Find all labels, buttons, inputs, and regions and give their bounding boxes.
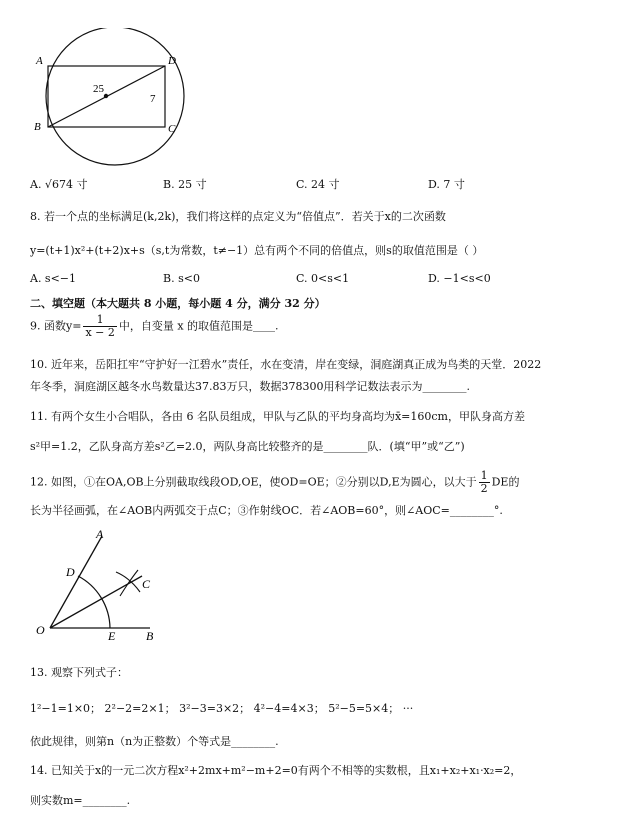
q14-line2: 则实数m=________. [30,794,131,807]
q11-line1: 11. 有两个女生小合唱队，各由 6 名队员组成，甲队与乙队的平均身高均为x̄=160cm，甲队身高方差 [30,410,525,423]
figure-angle-bisector [34,524,184,644]
label-diag: 25 [93,83,104,95]
q12-line1 [30,470,519,495]
q7-option-a[interactable]: A. √674 寸 [30,178,88,191]
q12-fraction [479,470,490,495]
fig2-label-c: C [142,577,151,591]
q12-line2: 长为半径画弧，在∠AOB内两弧交于点C；③作射线OC．若∠AOB=60°，则∠AOC=________°. [30,504,503,517]
q9-suffix: 中，自变量 x 的取值范围是____. [118,319,279,333]
q8-stem-line1: 8. 若一个点的坐标满足(k,2k)，我们将这样的点定义为“倍值点”．若关于x的二次函数 [30,210,446,223]
q10-line1: 10. 近年来，岳阳扛牢“守护好一江碧水”责任，水在变清，岸在变绿，洞庭湖真正成为鸟类的天堂．2022 [30,358,542,371]
arc-from-e [120,570,138,596]
q12-frac-num: 1 [480,469,488,482]
q13-line2: 1²−1=1×0； 2²−2=2×1； 3²−3=3×2； 4²−4=4×3； 5²−5=5×4； ··· [30,702,414,715]
section-heading-fill-in: 二、填空题（本大题共 8 小题，每小题 4 分，满分 32 分） [30,297,326,310]
arc-de [78,576,110,628]
q8-option-d[interactable]: D. −1<s<0 [428,272,491,285]
fig2-label-a: A [96,527,104,541]
q10-line2: 年冬季，洞庭湖区越冬水鸟数量达37.83万只，数据378300用科学记数法表示为________. [30,380,470,393]
figure-circle-rectangle [28,28,200,174]
q9-fraction [83,314,116,339]
ray-oa [50,536,102,628]
label-b: B [34,121,41,133]
label-d: D [168,55,176,67]
q9-numerator: 1 [83,314,116,327]
label-a: A [36,55,43,67]
q12-frac-den: 2 [480,482,488,495]
q9-prefix: 9. 函数y= [30,319,82,333]
q11-line2: s²甲=1.2，乙队身高方差s²乙=2.0，两队身高比较整齐的是________队．(填“甲”或“乙”) [30,440,465,453]
label-c: C [168,123,176,135]
q12-line1b: DE的 [491,475,520,489]
fig2-label-d: D [66,565,75,579]
fig2-label-b: B [146,629,154,643]
q13-line1: 13. 观察下列式子： [30,666,128,679]
q7-option-b[interactable]: B. 25 寸 [163,178,207,191]
q7-option-d[interactable]: D. 7 寸 [428,178,465,191]
q8-option-a[interactable]: A. s<−1 [30,272,77,285]
q9 [30,314,279,339]
q13-line3: 依此规律，则第n（n为正整数）个等式是________. [30,735,279,748]
fig2-label-e: E [108,629,116,643]
q12-line1a: 12. 如图，①在OA,OB上分别截取线段OD,OE，使OD=OE；②分别以D,E为圆心，以大于 [30,475,477,489]
q7-option-c[interactable]: C. 24 寸 [296,178,340,191]
center-dot [104,94,108,98]
circle [46,28,184,165]
label-side: 7 [150,93,156,105]
q9-denominator: x − 2 [85,326,115,339]
q14-line1: 14. 已知关于x的一元二次方程x²+2mx+m²−m+2=0有两个不相等的实数根，且x₁+x₂+x₁·x₂=2， [30,764,522,777]
q8-stem-line2: y=(t+1)x²+(t+2)x+s（s,t为常数，t≠−1）总有两个不同的倍值点，则s的取值范围是（ ） [30,244,484,257]
q8-option-c[interactable]: C. 0<s<1 [296,272,350,285]
fig2-label-o: O [36,623,45,637]
q8-option-b[interactable]: B. s<0 [163,272,200,285]
